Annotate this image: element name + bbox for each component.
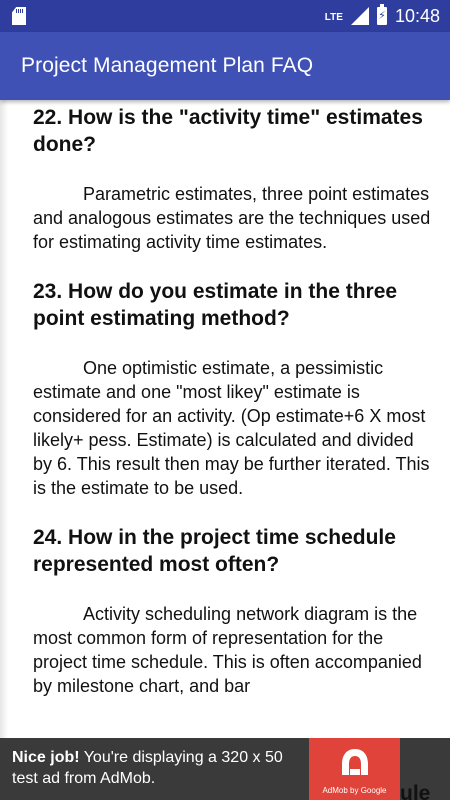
faq-answer: Activity scheduling network diagram is the most common form of representation for the project time schedule. This is often accompanied by milestone chart, and bar — [33, 604, 422, 696]
ad-message[interactable] — [12, 747, 302, 789]
faq-question: 24. How in the project time schedule represented most often? — [33, 526, 396, 576]
admob-logo[interactable] — [309, 738, 400, 800]
admob-logo-icon — [338, 747, 372, 777]
faq-item — [33, 104, 432, 254]
faq-scroll-content[interactable] — [0, 100, 450, 800]
faq-answer: One optimistic estimate, a pessimistic estimate and one "most likey" estimate is considered for an activity. (Op estimate+6 X most likely+ pess. Estimate) is calculated and divided by 6. This result then may be further iterated. This is the estimate to be used. — [33, 358, 430, 498]
ad-body: You're displaying a 320 x 50 test ad from AdMob. — [12, 749, 283, 787]
status-bar — [0, 0, 450, 32]
app-bar — [0, 32, 450, 100]
faq-question: 23. How do you estimate in the three point estimating method? — [33, 280, 398, 330]
faq-item — [33, 278, 432, 500]
sd-card-icon — [12, 7, 26, 25]
admob-logo-caption: AdMob by Google — [322, 786, 387, 795]
app-title: Project Management Plan FAQ — [21, 54, 314, 77]
partially-hidden-question-text: ule — [400, 782, 431, 805]
lte-signal-icon — [351, 7, 369, 25]
network-type-label: LTE — [324, 11, 343, 23]
faq-answer: Parametric estimates, three point estimates and analogous estimates are the techniques used for estimating activity time estimates. — [33, 184, 431, 252]
status-clock: 10:48 — [394, 5, 440, 26]
battery-charging-icon — [377, 7, 387, 25]
ad-headline: Nice job! — [12, 749, 80, 766]
admob-test-ad-banner[interactable] — [0, 738, 450, 800]
faq-item — [33, 524, 432, 698]
faq-question: 22. How is the "activity time" estimates done? — [33, 106, 423, 156]
